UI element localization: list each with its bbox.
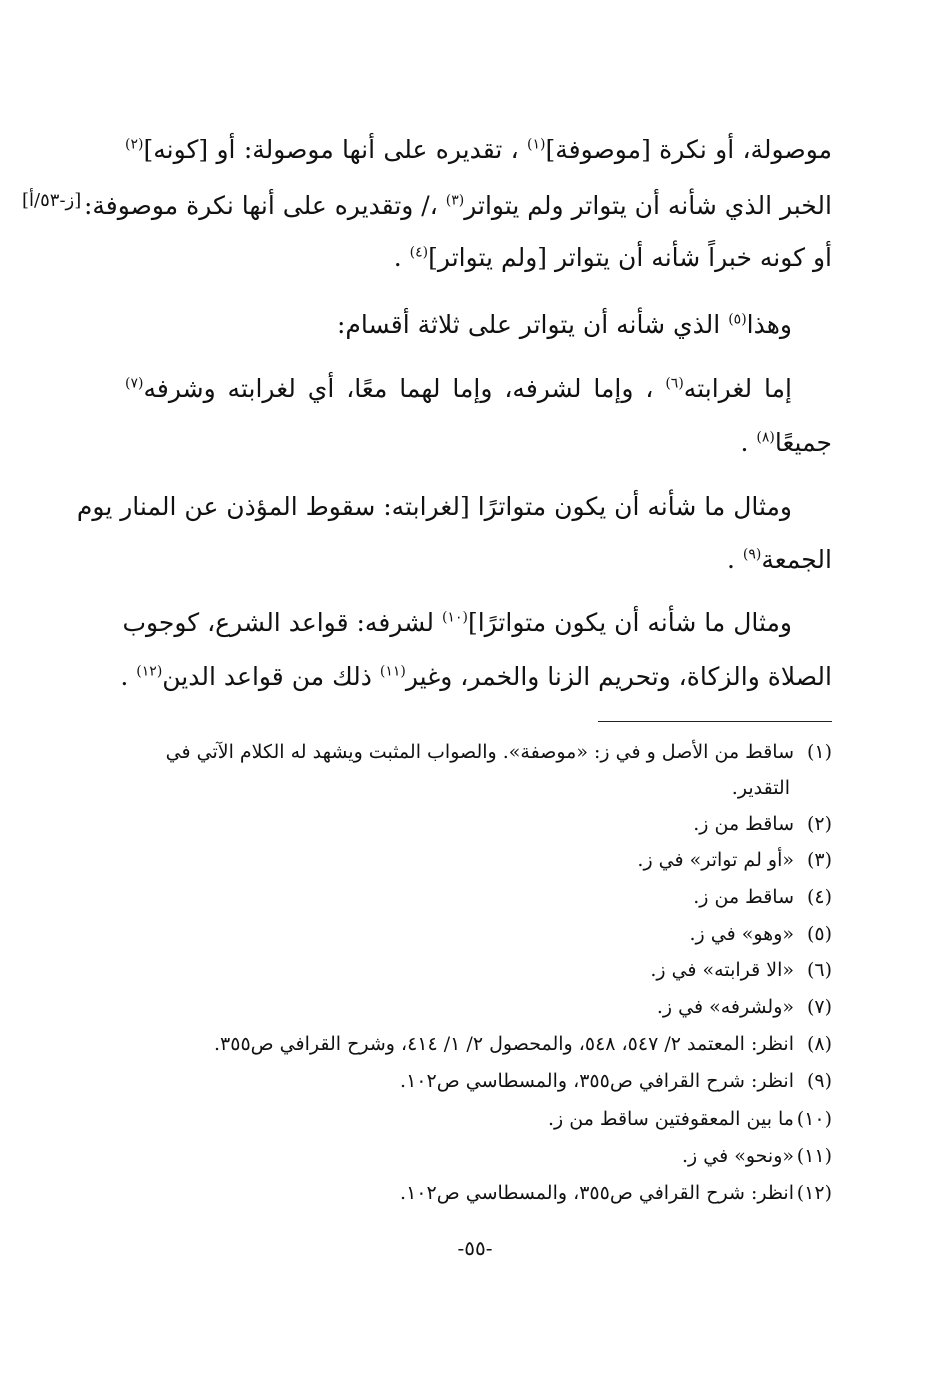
- footnote-11: (١١)«ونحو» في ز.: [681, 1145, 832, 1167]
- footnote-1: (١)ساقط من الأصل و في ز: «موصفة». والصواب المثبت ويشهد له الكلام الآتي في: [165, 741, 832, 763]
- footnote-separator: [598, 721, 832, 722]
- page-number: -٥٥-: [457, 1236, 493, 1260]
- body-line-2: الخبر الذي شأنه أن يتواتر ولم يتواتر$^{(٣)}$ ،/ وتقديره على أنها نكرة موصوفة:: [83, 191, 832, 220]
- footnote-8: (٨)انظر: المعتمد ٢/ ٥٤٧، ٥٤٨، والمحصول ٢/ ١/ ٤١٤، وشرح القرافي ص٣٥٥.: [213, 1033, 832, 1055]
- body-line-8: الجمعة$^{(٩)}$ .: [727, 545, 832, 574]
- body-line-3: أو كونه خبراً شأنه أن يتواتر [ولم يتواتر]$^{(٤)}$ .: [393, 243, 832, 272]
- body-line-7: ومثال ما شأنه أن يكون متواترًا [لغرابته: سقوط المؤذن عن المنار يوم: [76, 492, 792, 521]
- footnote-3: (٣)«أو لم تواتر» في ز.: [637, 849, 832, 871]
- margin-manuscript-reference: [ز-٥٣/أ]: [22, 190, 82, 211]
- footnote-5: (٥)«وهو» في ز.: [689, 923, 832, 945]
- body-line-5: إما لغرابته$^{(٦)}$ ، وإما لشرفه، وإما لهما معًا، أي لغرابته وشرفه$^{(٧)}$: [125, 374, 792, 403]
- footnote-9: (٩)انظر: شرح القرافي ص٣٥٥، والمسطاسي ص١٠٢.: [400, 1070, 832, 1092]
- footnote-1-continued: التقدير.: [731, 777, 790, 799]
- body-line-1: موصولة، أو نكرة [موصوفة]$^{(١)}$ ، تقديره على أنها موصولة: أو [كونه]$^{(٢)}$: [125, 135, 832, 164]
- footnote-7: (٧)«ولشرفه» في ز.: [656, 996, 832, 1018]
- footnote-6: (٦)«الا قرابته» في ز.: [650, 959, 832, 981]
- body-line-10: الصلاة والزكاة، وتحريم الزنا والخمر، وغير$^{(١١)}$ ذلك من قواعد الدين$^{(١٢)}$ .: [120, 662, 832, 691]
- footnote-2: (٢)ساقط من ز.: [693, 813, 832, 835]
- footnote-10: (١٠)ما بين المعقوفتين ساقط من ز.: [548, 1108, 832, 1130]
- body-line-6: جميعًا$^{(٨)}$ .: [740, 428, 832, 457]
- body-line-4: وهذا$^{(٥)}$ الذي شأنه أن يتواتر على ثلاثة أقسام:: [336, 310, 792, 339]
- footnote-4: (٤)ساقط من ز.: [693, 886, 832, 908]
- footnote-12: (١٢)انظر: شرح القرافي ص٣٥٥، والمسطاسي ص١٠٢.: [400, 1182, 832, 1204]
- body-line-9: ومثال ما شأنه أن يكون متواترًا]$^{(١٠)}$ لشرفه: قواعد الشرع، كوجوب: [122, 608, 792, 637]
